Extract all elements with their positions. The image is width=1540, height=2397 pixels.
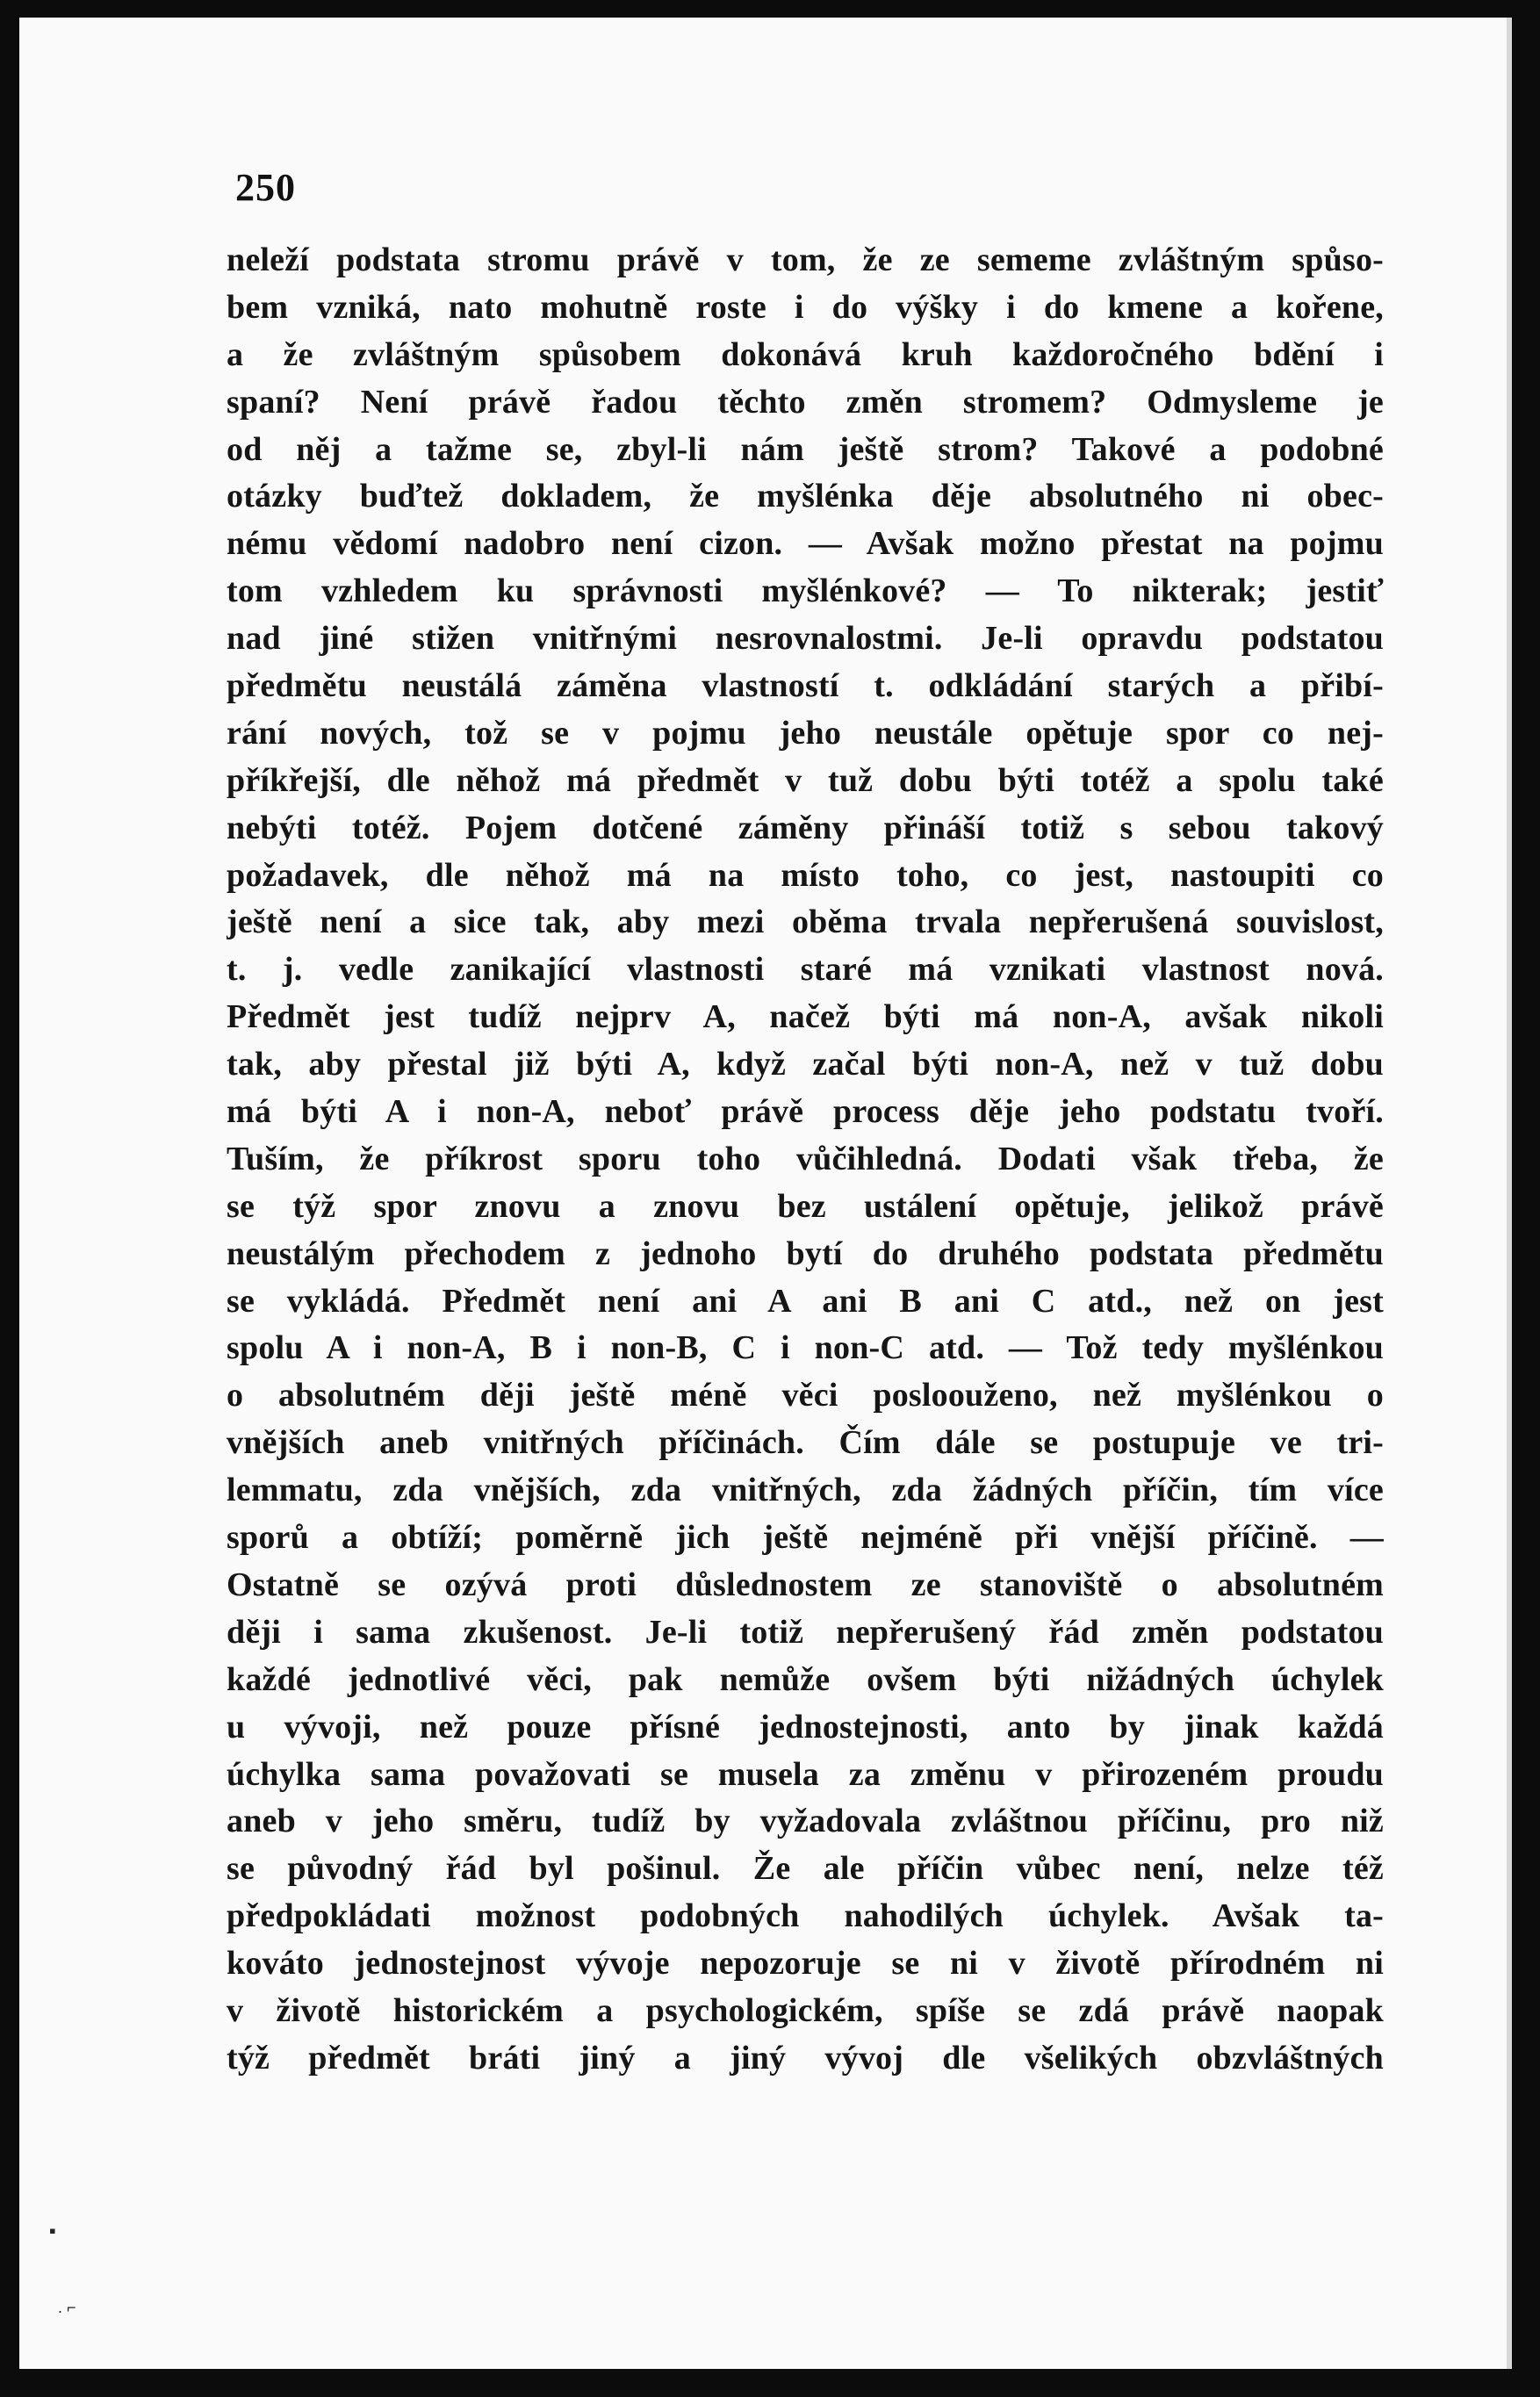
- text-line: tak, aby přestal již býti A, když začal býti non-A, než v tuž dobu: [227, 1046, 1384, 1083]
- text-line: se vykládá. Předmět není ani A ani B ani C atd., než on jest: [227, 1282, 1384, 1320]
- text-line: se původný řád byl pošinul. Že ale příčin vůbec není, nelze též: [227, 1850, 1384, 1888]
- text-line: spolu A i non-A, B i non-B, C i non-C atd. — Tož tedy myšlénkou: [227, 1329, 1384, 1367]
- text-line: bem vzniká, nato mohutně roste i do výšky i do kmene a kořene,: [227, 288, 1384, 326]
- text-line: od něj a tažme se, zbyl-li nám ještě strom? Takové a podobné: [227, 430, 1384, 468]
- book-page: [19, 18, 1512, 2369]
- text-line: ještě není a sice tak, aby mezi oběma trvala nepřerušená souvislost,: [227, 903, 1384, 941]
- text-line: spaní? Není právě řadou těchto změn stromem? Odmysleme je: [227, 383, 1384, 421]
- text-line: vnějších aneb vnitřných příčinách. Čím dále se postupuje ve tri-: [227, 1424, 1384, 1462]
- text-line: t. j. vedle zanikající vlastnosti staré má vznikati vlastnost nová.: [227, 951, 1384, 989]
- text-line: se týž spor znovu a znovu bez ustálení opětuje, jelikož právě: [227, 1187, 1384, 1225]
- text-line: má býti A i non-A, neboť právě process děje jeho podstatu tvoří.: [227, 1093, 1384, 1131]
- text-line: každé jednotlivé věci, pak nemůže ovšem býti nižádných úchylek: [227, 1660, 1384, 1698]
- text-line: neustálým přechodem z jednoho bytí do druhého podstata předmětu: [227, 1234, 1384, 1272]
- page-number: 250: [235, 166, 296, 209]
- text-line: úchylka sama považovati se musela za změnu v přirozeném proudu: [227, 1755, 1384, 1793]
- text-line: a že zvláštným spůsobem dokonává kruh každoročného bdění i: [227, 335, 1384, 373]
- body-text: [227, 237, 1384, 2083]
- text-line: v životě historickém a psychologickém, spíše se zdá právě naopak: [227, 1991, 1384, 2029]
- text-line: aneb v jeho směru, tudíž by vyžadovala zvláštnou příčinu, pro niž: [227, 1803, 1384, 1840]
- text-line: příkřejší, dle něhož má předmět v tuž dobu býti totéž a spolu také: [227, 761, 1384, 799]
- text-line: o absolutném ději ještě méně věci posloouženo, než myšlénkou o: [227, 1377, 1384, 1414]
- text-line: nému vědomí nadobro není cizon. — Avšak možno přestat na pojmu: [227, 525, 1384, 563]
- text-line: ději i sama zkušenost. Je-li totiž nepřerušený řád změn podstatou: [227, 1613, 1384, 1651]
- text-line: předpokládati možnost podobných nahodilých úchylek. Avšak ta-: [227, 1897, 1384, 1935]
- text-line: týž předmět bráti jiný a jiný vývoj dle všelikých obzvláštných: [227, 2039, 1384, 2077]
- scan-speck: . ⌐: [58, 2299, 76, 2316]
- text-line: neleží podstata stromu právě v tom, že ze sememe zvláštným spůso-: [227, 241, 1384, 278]
- scan-speck: ▪: [49, 2220, 56, 2242]
- text-line: rání nových, tož se v pojmu jeho neustále opětuje spor co nej-: [227, 714, 1384, 752]
- text-line: předmětu neustálá záměna vlastností t. odkládání starých a přibí-: [227, 667, 1384, 705]
- text-line: sporů a obtíží; poměrně jich ještě nejméně při vnější příčině. —: [227, 1519, 1384, 1557]
- text-line: nebýti totéž. Pojem dotčené záměny přináší totiž s sebou takový: [227, 809, 1384, 846]
- text-line: tom vzhledem ku správnosti myšlénkové? — To nikterak; jestiť: [227, 572, 1384, 610]
- text-line: u vývoji, než pouze přísné jednostejnosti, anto by jinak každá: [227, 1708, 1384, 1746]
- text-line: Ostatně se ozývá proti důslednostem ze stanoviště o absolutném: [227, 1566, 1384, 1603]
- text-line: nad jiné stižen vnitřnými nesrovnalostmi. Je-li opravdu podstatou: [227, 620, 1384, 658]
- text-line: požadavek, dle něhož má na místo toho, co jest, nastoupiti co: [227, 856, 1384, 894]
- text-line: kováto jednostejnost vývoje nepozoruje se ni v životě přírodném ni: [227, 1945, 1384, 1983]
- text-line: Tuším, že příkrost sporu toho vůčihledná. Dodati však třeba, že: [227, 1140, 1384, 1177]
- text-line: Předmět jest tudíž nejprv A, načež býti má non-A, avšak nikoli: [227, 998, 1384, 1036]
- text-line: lemmatu, zda vnějších, zda vnitřných, zda žádných příčin, tím více: [227, 1472, 1384, 1509]
- text-line: otázky buďtež dokladem, že myšlénka děje absolutného ni obec-: [227, 478, 1384, 515]
